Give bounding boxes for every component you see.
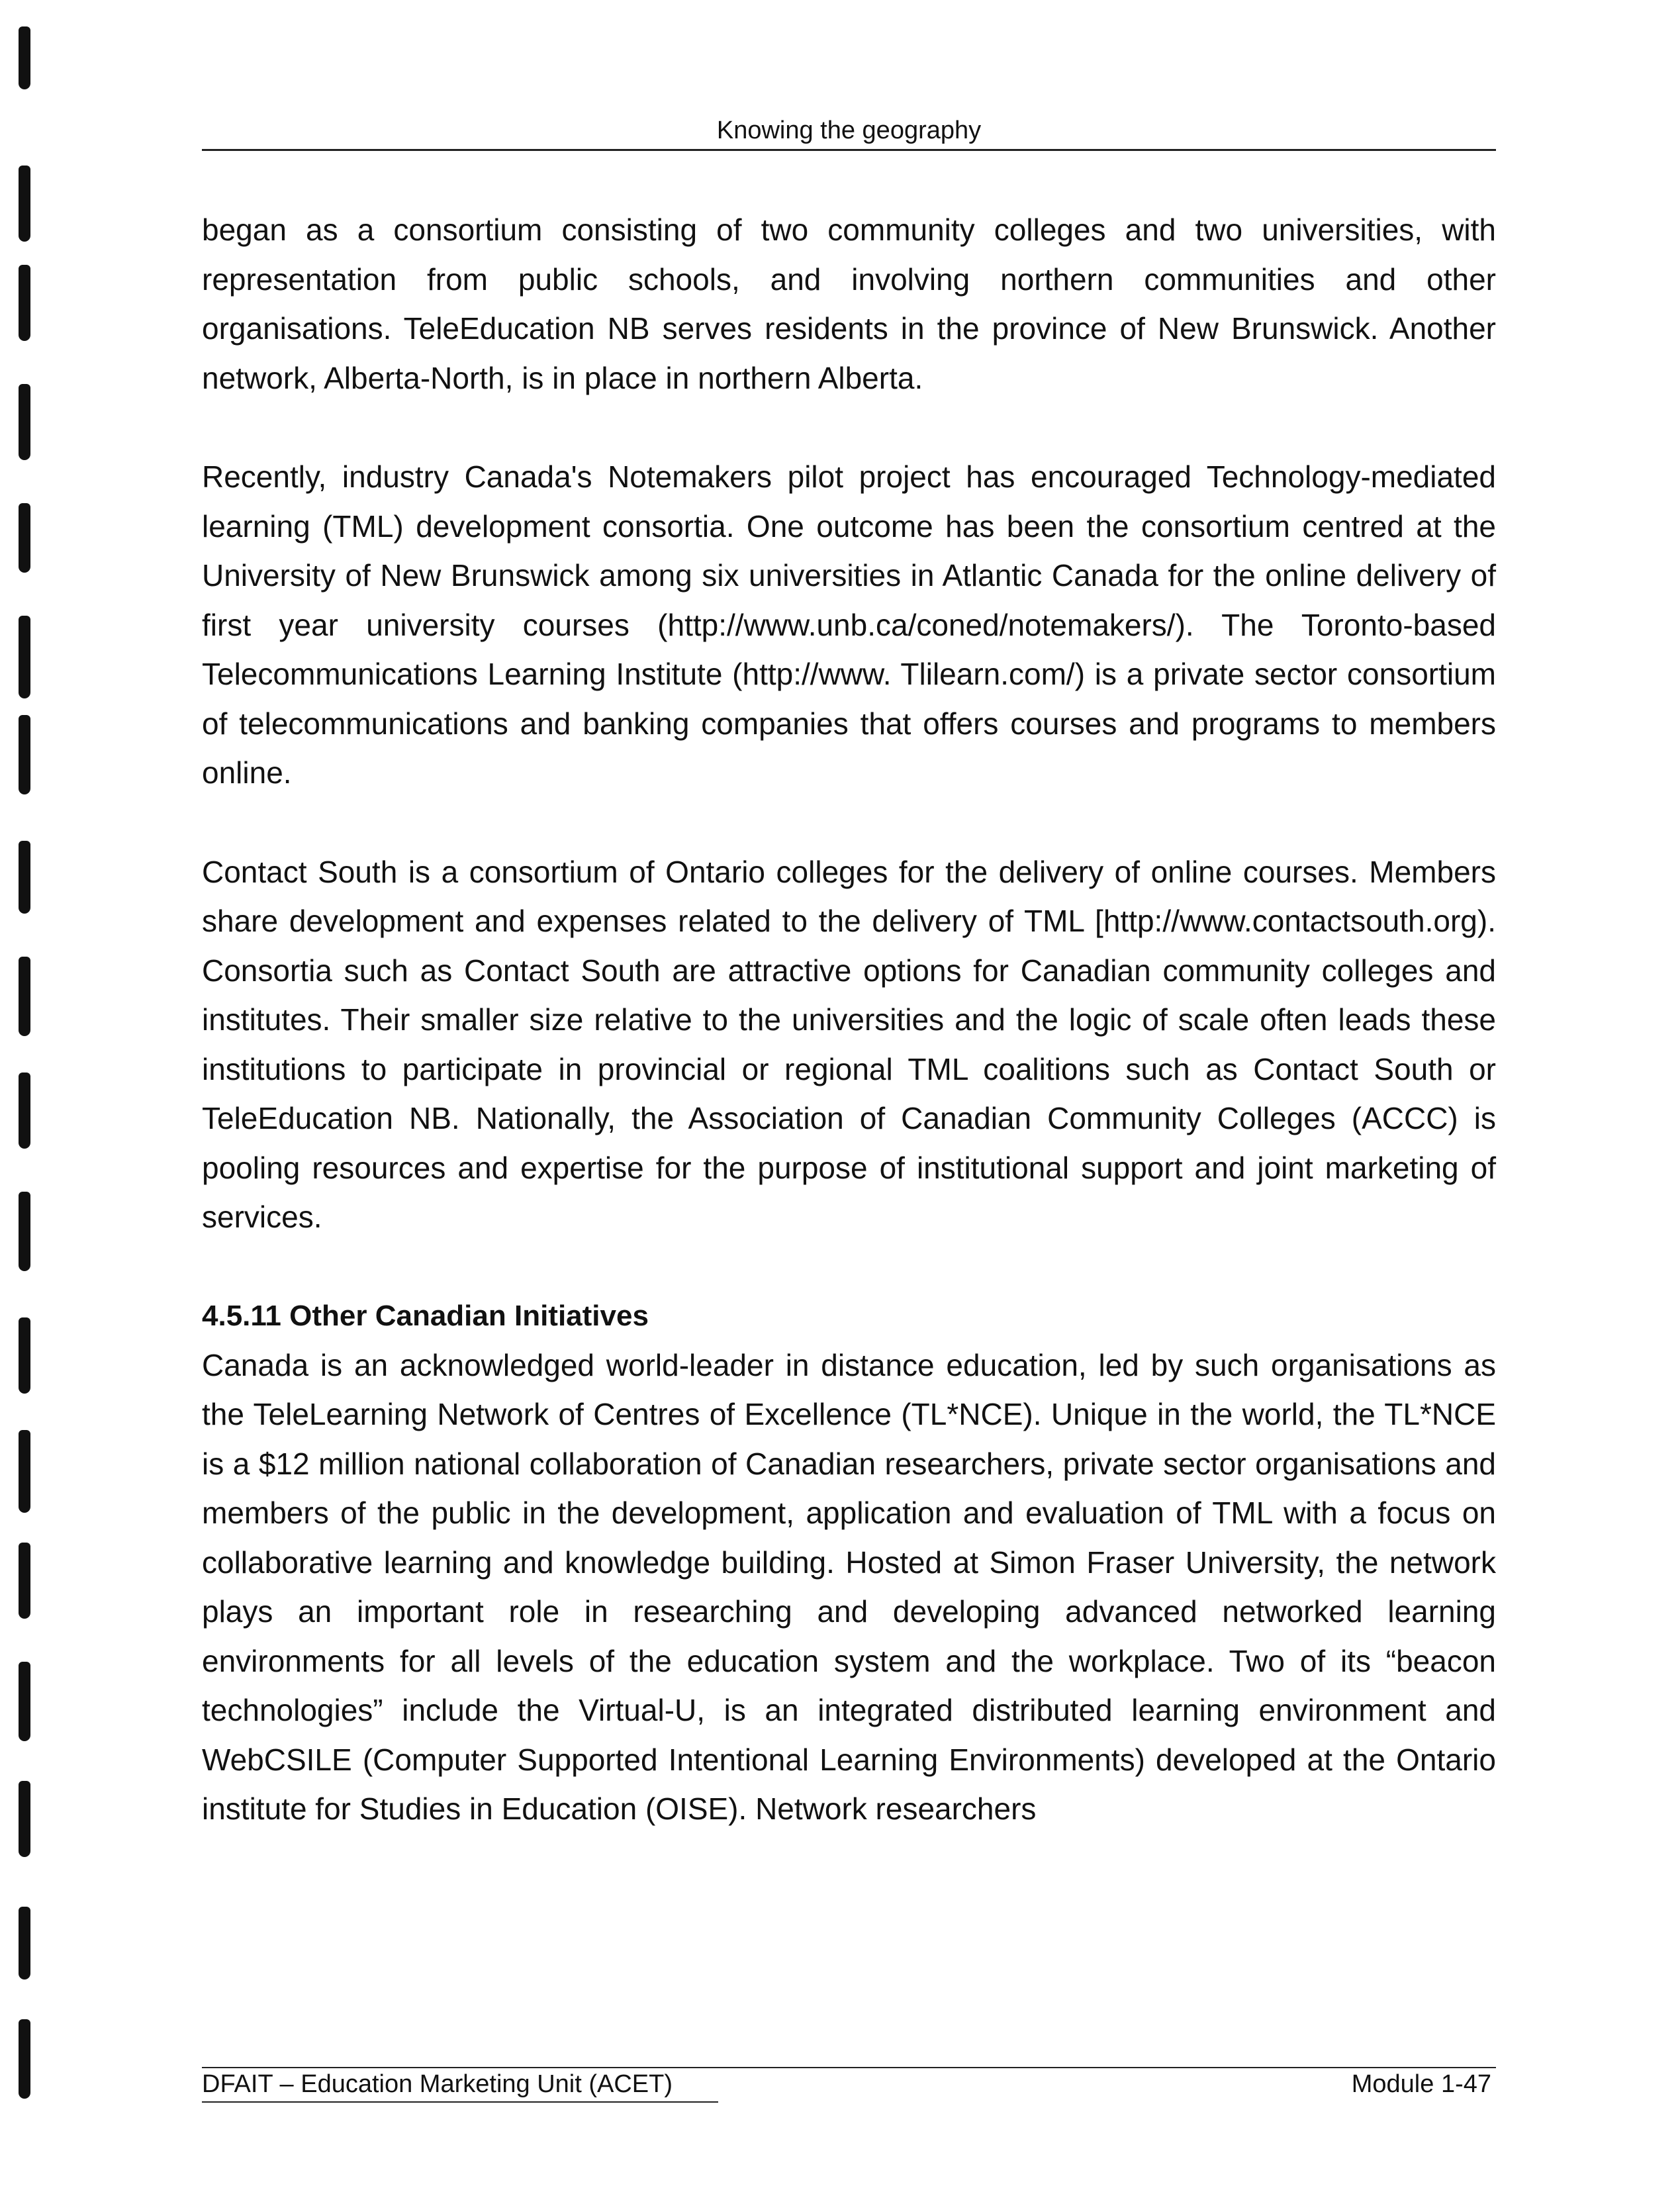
punch-mark bbox=[19, 265, 30, 341]
punch-mark bbox=[19, 1662, 30, 1741]
paragraph: Recently, industry Canada's Notemakers pilot project has encouraged Technology-mediated learning (TML) development consortia. One outcome has been the consortium centred at the University of New Brunswick among six universities in Atlantic Canada for the online delivery of first year university courses (http://www.unb.ca/coned/notemakers/). The Toronto-based Telecommunications Learning Institute (http://www. Tlilearn.com/) is a private sector consortium of telecommunications and banking companies that offers courses and programs to members online. bbox=[202, 459, 1496, 790]
footer-source: DFAIT – Education Marketing Unit (ACET) bbox=[202, 2070, 673, 2098]
header-rule bbox=[202, 149, 1496, 151]
running-header: Knowing the geography bbox=[716, 117, 982, 144]
binder-punch-marks bbox=[0, 0, 53, 2196]
punch-mark bbox=[19, 1317, 30, 1394]
punch-mark bbox=[19, 1907, 30, 1980]
section-heading: 4.5.11 Other Canadian Initiatives bbox=[202, 1299, 649, 1332]
punch-mark bbox=[19, 503, 30, 573]
punch-mark bbox=[19, 841, 30, 914]
punch-mark bbox=[19, 715, 30, 794]
punch-mark bbox=[19, 2019, 30, 2099]
paragraph: Contact South is a consortium of Ontario colleges for the delivery of online courses. Members share development and expenses related to the delivery of TML [http://www.contactsouth.org). Consortia such as Contact South are attractive options for Canadian community colleges and institutes. Their smaller size relative to the universities and the logic of scale often leads these institutions to participate in provincial or regional TML coalitions such as Contact South or TeleEducation NB. Nationally, the Association of Canadian Community Colleges (ACCC) is pooling resources and expertise for the purpose of institutional support and joint marketing of services. bbox=[202, 854, 1496, 1234]
punch-mark bbox=[19, 1073, 30, 1149]
punch-mark bbox=[19, 166, 30, 242]
punch-mark bbox=[19, 1543, 30, 1619]
paragraph: Canada is an acknowledged world-leader in distance education, led by such organisations as the TeleLearning Network of Centres of Excellence (TL*NCE). Unique in the world, the TL*NCE is a $12 million national collaboration of Canadian researchers, private sector organisations and members of the public in the development, application and evaluation of TML with a focus on collaborative learning and knowledge building. Hosted at Simon Fraser University, the network plays an important role in researching and developing advanced networked learning environments for all levels of the education system and the workplace. Two of its “beacon technologies” include the Virtual-U, is an integrated distributed learning environment and WebCSILE (Computer Supported Intentional Learning Environments) developed at the Ontario institute for Studies in Education (OISE). Network researchers bbox=[202, 1347, 1496, 1826]
punch-mark bbox=[19, 1781, 30, 1857]
punch-mark bbox=[19, 384, 30, 460]
punch-mark bbox=[19, 1192, 30, 1271]
punch-mark bbox=[19, 616, 30, 698]
page-number: Module 1-47 bbox=[1351, 2070, 1491, 2098]
footer-underline bbox=[202, 2101, 718, 2103]
punch-mark bbox=[19, 957, 30, 1036]
punch-mark bbox=[19, 26, 30, 89]
punch-mark bbox=[19, 1430, 30, 1513]
paragraph: began as a consortium consisting of two community colleges and two universities, with representation from public schools, and involving northern communities and other organisations. TeleEducation NB serves residents in the province of New Brunswick. Another network, Alberta-North, is in place in northern Alberta. bbox=[202, 213, 1496, 395]
body-text bbox=[202, 205, 1496, 1834]
